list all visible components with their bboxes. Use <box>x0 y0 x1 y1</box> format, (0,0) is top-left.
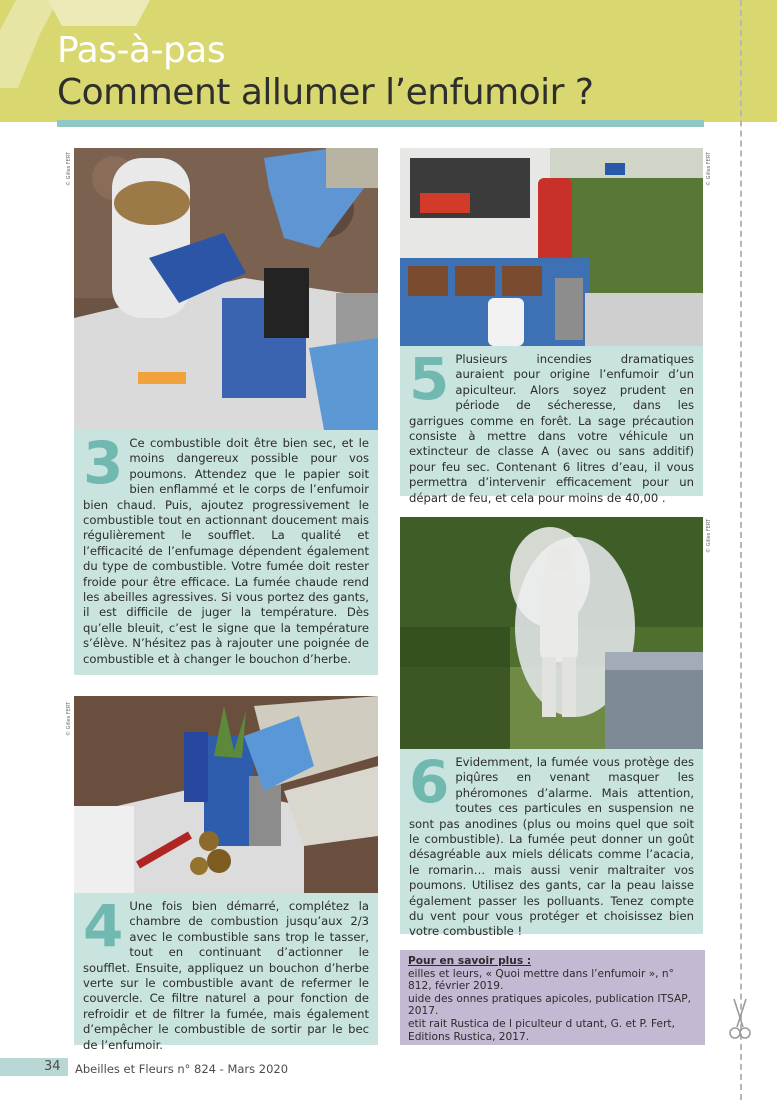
references-box <box>400 950 705 1045</box>
title-divider <box>57 120 704 127</box>
reference-item: etit rait Rustica de l piculteur d utant, G. et P. Fert, Editions Rustica, 2017. <box>408 1017 675 1043</box>
photo-filling-smoker <box>74 148 378 430</box>
step-number: 6 <box>409 748 450 816</box>
photo-credit: © Gilles FERT <box>706 151 712 186</box>
step-number: 5 <box>409 345 450 413</box>
step-number: 4 <box>83 892 124 960</box>
step-3 <box>74 430 378 675</box>
page-number: 34 <box>44 1059 61 1074</box>
step-5 <box>400 345 703 505</box>
journal-reference: Abeilles et Fleurs n° 824 - Mars 2020 <box>75 1062 289 1076</box>
photo-credit: © Gilles FERT <box>66 151 72 186</box>
scissors-icon <box>728 997 752 1041</box>
photo-vehicle-extinguisher <box>400 148 703 346</box>
photo-grass-plug <box>74 696 378 893</box>
step-text: Une fois bien démarré, complétez la chambre de combustion jusqu’aux 2/3 avec le combustible sans trop le tasser, tout en continuant d’actionner le soufflet. Ensuite, appliquez un bouchon d’herbe verte sur le combustible avant de refermer le couvercle. Ce filtre naturel a pour fonction de refroidir et de filtrer la fumée, mais également d’empêcher le combustible de sortir par le bec de l’enfumoir. <box>83 899 369 1052</box>
page-title: Comment allumer l’enfumoir ? <box>57 72 594 113</box>
step-text: Plusieurs incendies dramatiques auraient pour origine l’enfumoir d’un apiculteur. Alors soyez prudent en période de sécheresse, dans les garrigues comme en forêt. La sage précaution consiste à mettre dans votre véhicule un extincteur de classe A (avec ou sans additif) pour feu sec. Contenant 6 litres d’eau, il vous permettra d’intervenir efficacement pour un départ de feu, et cela pour moins de 40,00 . <box>409 352 694 505</box>
page-kicker: Pas-à-pas <box>57 30 226 71</box>
step-text: Evidemment, la fumée vous protège des piqûres en venant masquer les phéromones d’alarme. Mais attention, toutes ces particules en suspension ne sont pas anodines (plus ou moins quel que soit le combustible). La fumée peut donner un goût désagréable aux miels délicats comme l’acacia, le romarin… mais aussi venir maltraiter vos poumons. Utilisez des gants, car la peau laisse également passer les polluants. Tenez compte du vent pour vous protéger et choisissez bien votre combustible ! <box>409 755 694 939</box>
step-4 <box>74 892 378 1052</box>
references-title: Pour en savoir plus : <box>408 955 532 967</box>
photo-credit: © Gilles FERT <box>706 518 712 553</box>
reference-item: uide des onnes pratiques apicoles, publication ITSAP, 2017. <box>408 992 691 1018</box>
reference-item: eilles et leurs, « Quoi mettre dans l’enfumoir », n° 812, février 2019. <box>408 967 674 993</box>
photo-credit: © Gilles FERT <box>66 701 72 736</box>
photo-beekeeper-smoke <box>400 517 703 749</box>
step-text: Ce combustible doit être bien sec, et le moins dangereux possible pour vos poumons. Attendez que le papier soit bien enflammé et le corps de l’enfumoir bien chaud. Puis, ajoutez progressivement le combustible tout en actionnant doucement mais régulièrement le soufflet. La qualité et l’efficacité de l’enfumage dépendent également du type de combustible. Votre fumée doit rester froide pour être efficace. La fumée chaude rend les abeilles agressives. Si vous portez des gants, il est difficile de juger la température. Dès qu’elle bleuit, c’est le signe que la température s’élève. N’hésitez pas à rajouter une poignée de combustible et à changer le bouchon d’herbe. <box>83 436 369 666</box>
cut-line <box>740 0 742 1100</box>
step-number: 3 <box>83 429 124 497</box>
step-6 <box>400 748 703 939</box>
